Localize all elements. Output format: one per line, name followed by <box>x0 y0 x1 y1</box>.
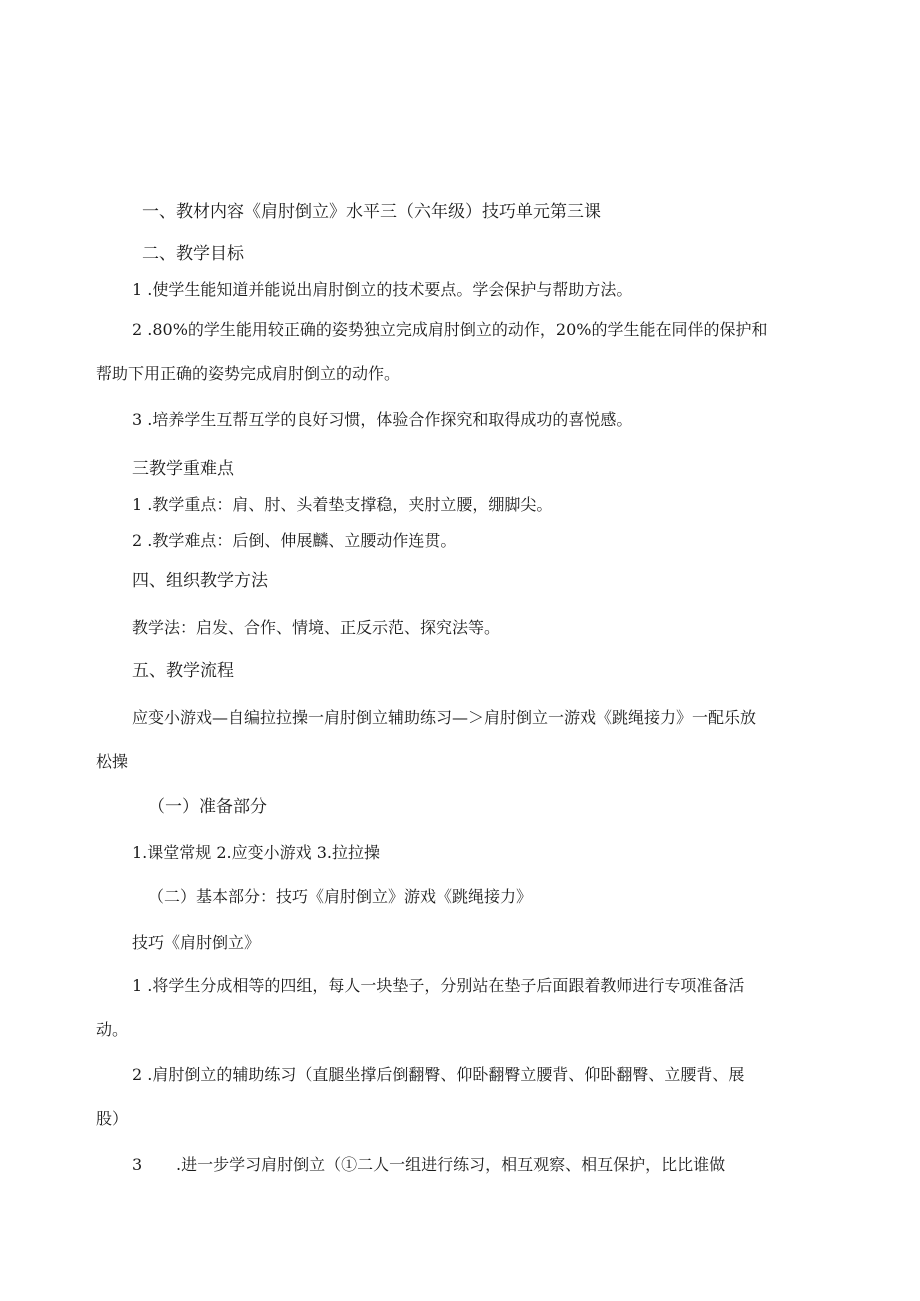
flow-line-1: 应变小游戏—自编拉拉操一肩肘倒立辅助练习—＞肩肘倒立一游戏《跳绳接力》一配乐放 <box>132 708 757 727</box>
part-1-items: 1.课堂常规 2.应变小游戏 3.拉拉操 <box>132 843 380 862</box>
flow-line-2: 松操 <box>96 752 129 771</box>
step-3-number: 3 <box>132 1155 143 1174</box>
section-1-line: 一、教材内容《肩肘倒立》水平三（六年级）技巧单元第三课 <box>142 202 601 222</box>
key-point-2: 2 .教学难点：后倒、伸展麟、立腰动作连贯。 <box>132 531 457 550</box>
skill-heading: 技巧《肩肘倒立》 <box>132 933 261 952</box>
step-2-line-1: 2 .肩肘倒立的辅助练习（直腿坐撑后倒翻臀、仰卧翻臀立腰背、仰卧翻臀、立腰背、展 <box>132 1065 745 1084</box>
step-1-line-2: 动。 <box>96 1020 129 1039</box>
step-3-text: .进一步学习肩肘倒立（①二人一组进行练习，相互观察、相互保护，比比谁做 <box>176 1155 726 1174</box>
section-3-heading: 三教学重难点 <box>132 459 234 479</box>
section-5-heading: 五、教学流程 <box>132 661 234 681</box>
key-point-1: 1 .教学重点：肩、肘、头着垫支撑稳，夹肘立腰，绷脚尖。 <box>132 495 553 514</box>
goal-3: 3 .培养学生互帮互学的良好习惯，体验合作探究和取得成功的喜悦感。 <box>132 410 633 429</box>
step-1-line-1: 1 .将学生分成相等的四组，每人一块垫子，分别站在垫子后面跟着教师进行专项准备活 <box>132 976 745 995</box>
section-2-heading: 二、教学目标 <box>142 244 244 264</box>
goal-2-line-1: 2 .80%的学生能用较正确的姿势独立完成肩肘倒立的动作，20%的学生能在同伴的保护和 <box>132 320 768 339</box>
goal-1: 1 .使学生能知道并能说出肩肘倒立的技术要点。学会保护与帮助方法。 <box>132 280 633 299</box>
section-4-heading: 四、组织教学方法 <box>132 571 268 591</box>
part-2-heading: （二）基本部分：技巧《肩肘倒立》游戏《跳绳接力》 <box>148 887 533 906</box>
step-2-line-2: 股） <box>96 1109 129 1128</box>
part-1-heading: （一）准备部分 <box>148 797 267 817</box>
teaching-methods: 教学法：启发、合作、情境、正反示范、探究法等。 <box>132 618 501 637</box>
goal-2-line-2: 帮助下用正确的姿势完成肩肘倒立的动作。 <box>96 364 401 383</box>
